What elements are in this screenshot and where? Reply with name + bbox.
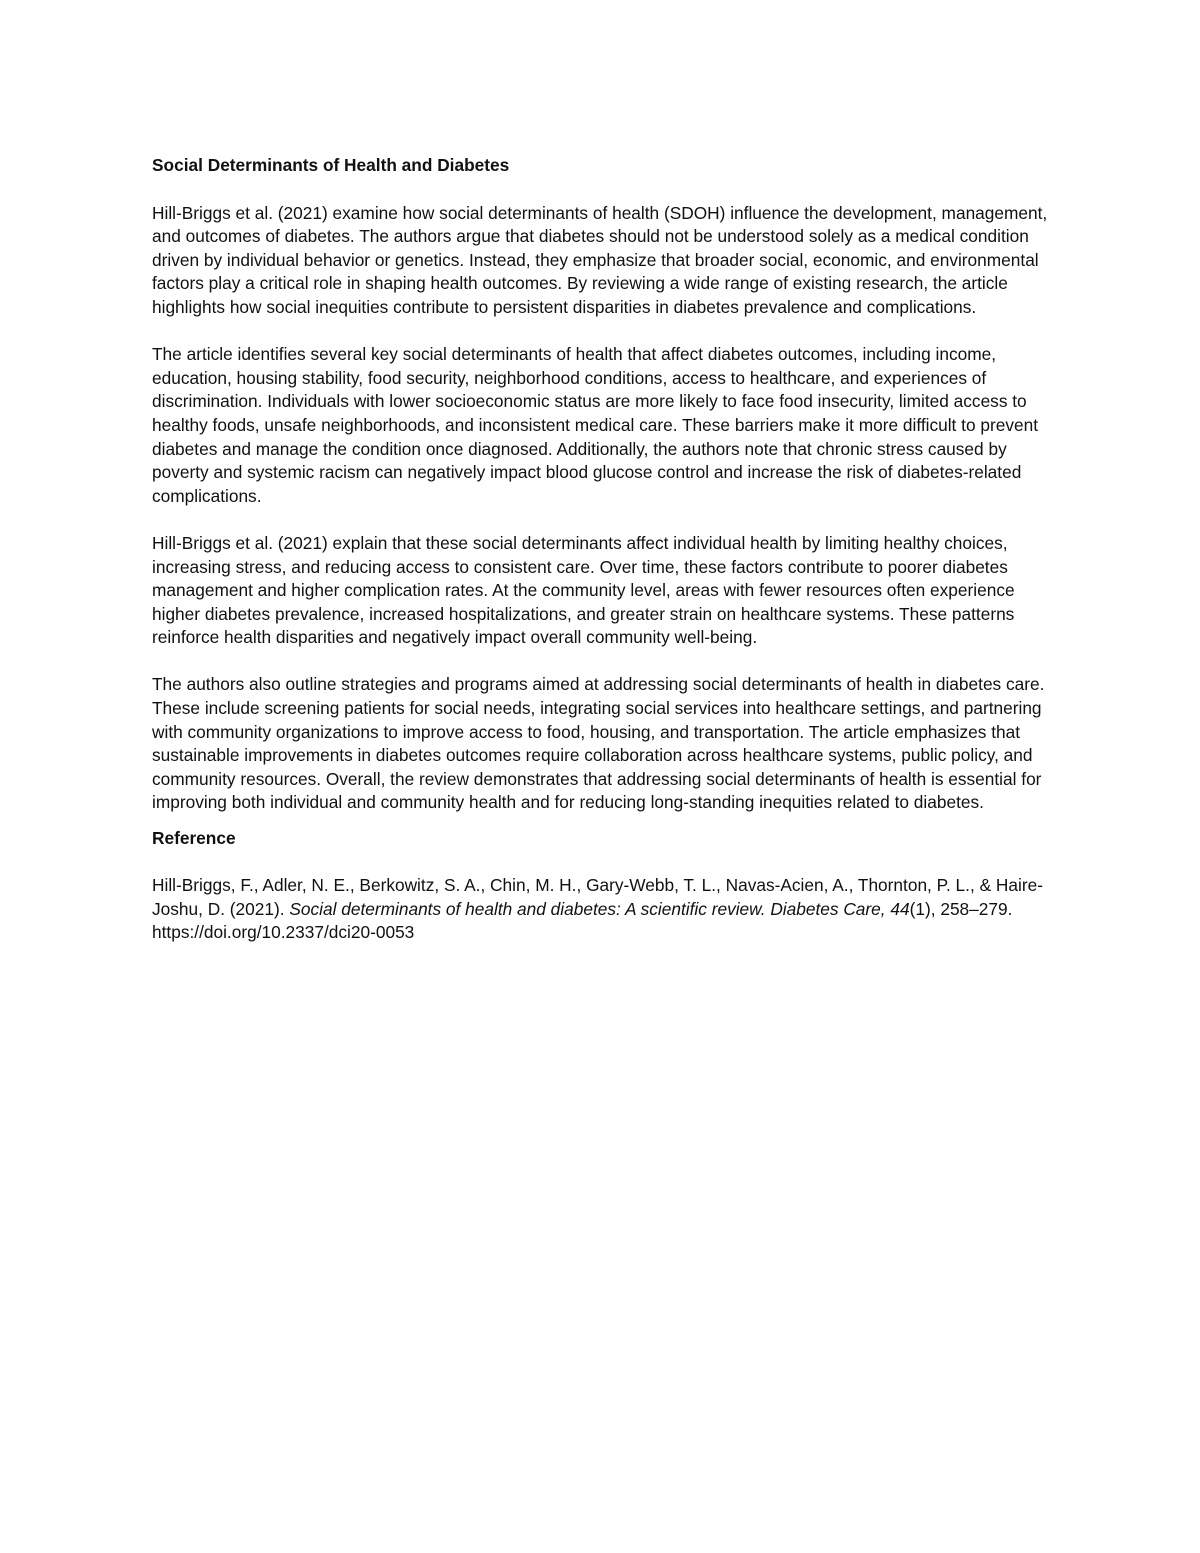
reference-entry <box>152 874 1057 945</box>
document-title: Social Determinants of Health and Diabetes <box>152 155 510 175</box>
document-body <box>152 154 1057 945</box>
reference-authors: Hill-Briggs, F., Adler, N. E., Berkowitz, S. A., Chin, M. H., Gary-Webb, T. L., Navas-Acien, A., Thornton, P. L., & Haire-Joshu, D. (2021). <box>152 875 1043 919</box>
paragraph-1: Hill-Briggs et al. (2021) examine how social determinants of health (SDOH) influence the development, management, and outcomes of diabetes. The authors argue that diabetes should not be understood solely as a medical condition driven by individual behavior or genetics. Instead, they emphasize that broader social, economic, and environmental factors play a critical role in shaping health outcomes. By reviewing a wide range of existing research, the article highlights how social inequities contribute to persistent disparities in diabetes prevalence and complications. <box>152 202 1048 317</box>
reference-issue-pages: (1), 258–279. <box>909 898 1013 919</box>
reference-title-end: . <box>760 898 771 919</box>
reference-doi-link[interactable]: https://doi.org/10.2337/dci20-0053 <box>152 922 415 943</box>
reference-heading: Reference <box>152 828 236 849</box>
paragraph-4: The authors also outline strategies and programs aimed at addressing social determinants of health in diabetes care. These include screening patients for social needs, integrating social services into healthcare settings, and partnering with community organizations to improve access to food, housing, and transportation. The article emphasizes that sustainable improvements in diabetes outcomes require collaboration across healthcare systems, public policy, and community resources. Overall, the review demonstrates that addressing social determinants of health is essential for improving both individual and community health and for reducing long-standing inequities related to diabetes. <box>152 674 1045 813</box>
paragraph-2: The article identifies several key social determinants of health that affect diabetes outcomes, including income, education, housing stability, food security, neighborhood conditions, access to healthcare, and experiences of discrimination. Individuals with lower socioeconomic status are more likely to face food insecurity, limited access to healthy foods, unsafe neighborhoods, and inconsistent medical care. These barriers make it more difficult to prevent diabetes and manage the condition once diagnosed. Additionally, the authors note that chronic stress caused by poverty and systemic racism can negatively impact blood glucose control and increase the risk of diabetes-related complications. <box>152 344 1039 506</box>
paragraph-3: Hill-Briggs et al. (2021) explain that these social determinants affect individual health by limiting healthy choices, increasing stress, and reducing access to consistent care. Over time, these factors contribute to poorer diabetes management and higher complication rates. At the community level, areas with fewer resources often experience higher diabetes prevalence, increased hospitalizations, and greater strain on healthcare systems. These patterns reinforce health disparities and negatively impact overall community well-being. <box>152 532 1015 648</box>
reference-journal: Diabetes Care, 44 <box>770 898 910 919</box>
reference-article-title: Social determinants of health and diabetes: A scientific review <box>289 898 761 919</box>
